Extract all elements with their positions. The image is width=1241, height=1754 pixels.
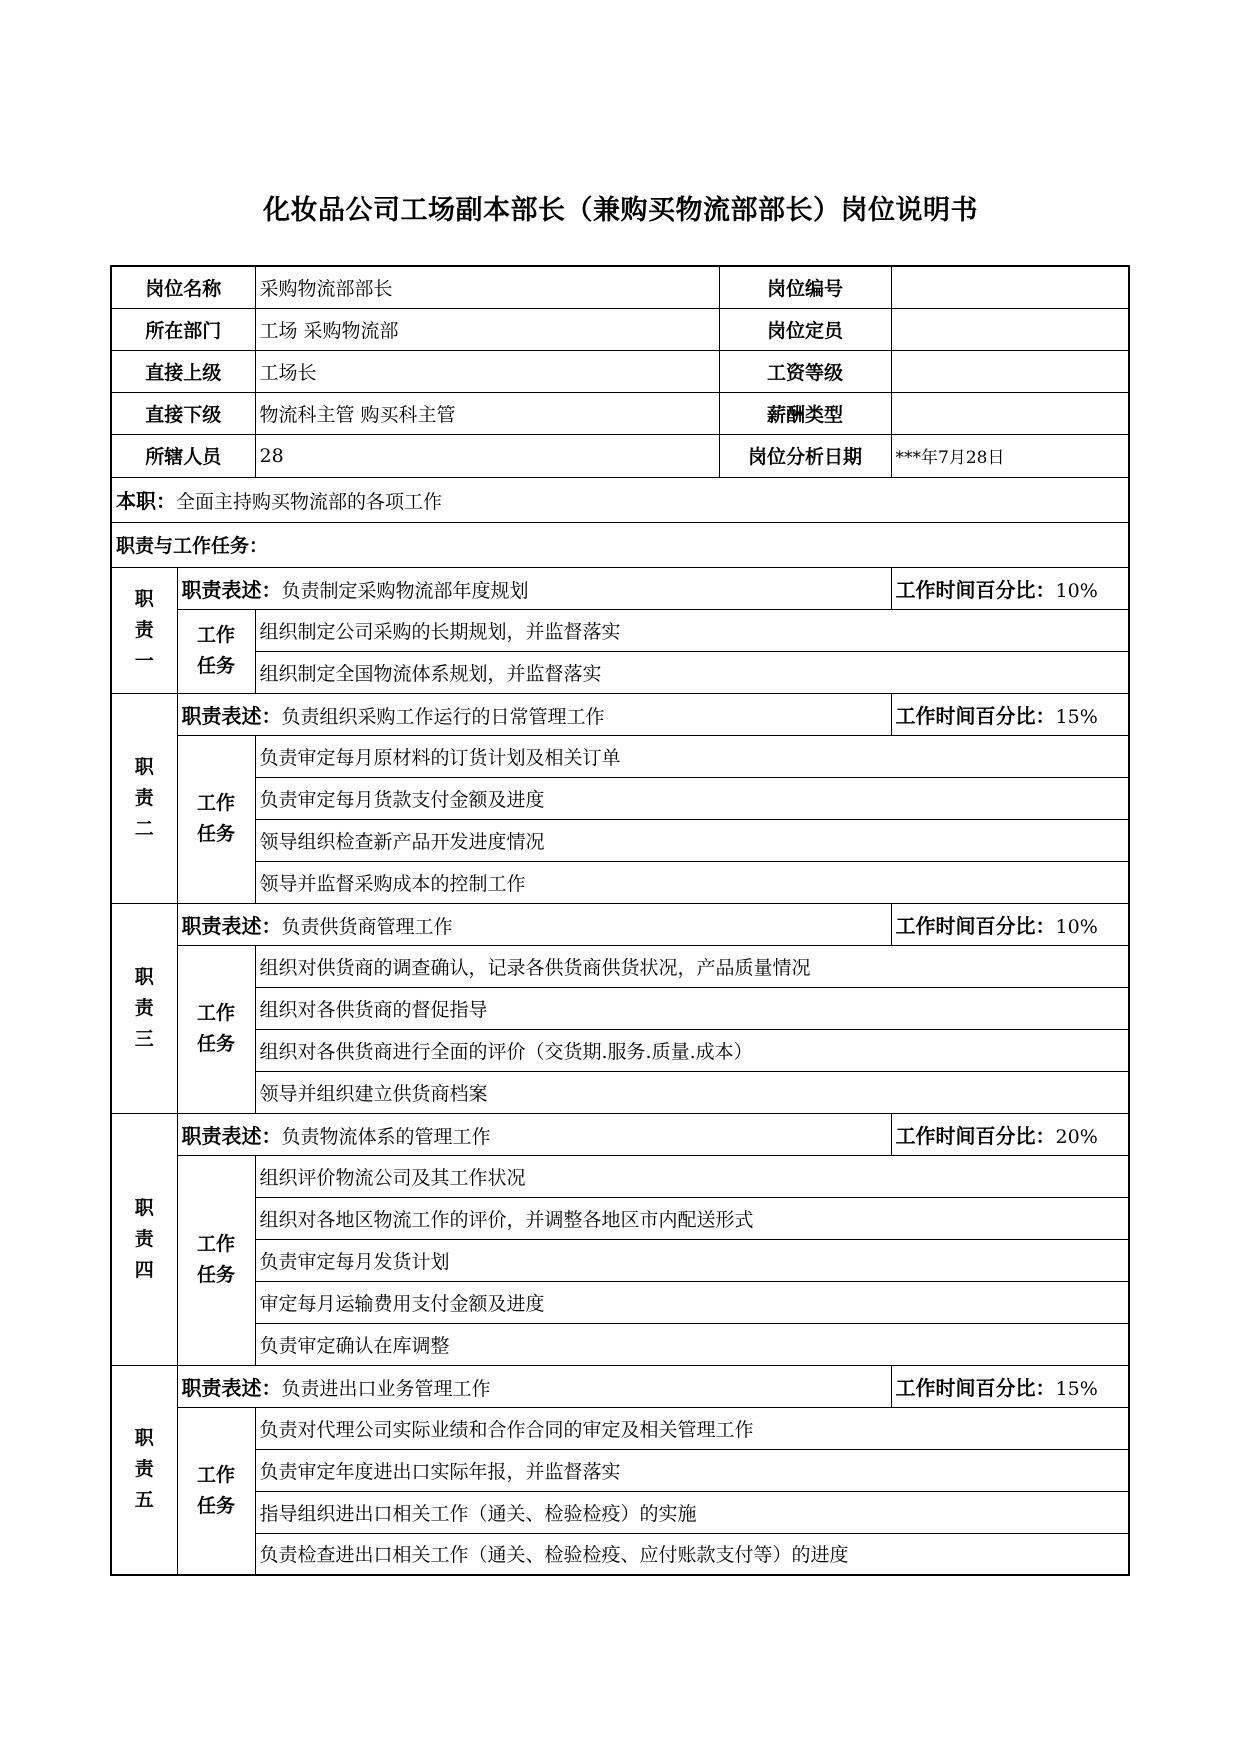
duty-name-char: 职: [134, 1196, 154, 1219]
job-name-value: 采购物流部部长: [255, 266, 719, 308]
task-item: 领导并组织建立供货商档案: [255, 1071, 1129, 1113]
task-label: [177, 945, 255, 1113]
task-label-line: 工作: [197, 792, 236, 814]
duty-1-name: [111, 567, 177, 693]
task-row: [111, 861, 1129, 903]
duty-name-char: 职: [134, 587, 154, 610]
duty-name-char: 一: [134, 649, 154, 672]
duty-name-char: 责: [134, 996, 154, 1019]
task-label: [177, 609, 255, 693]
task-label-line: 任务: [197, 655, 236, 677]
duty-5-desc-row: [111, 1365, 1129, 1407]
task-label-line: 任务: [197, 823, 236, 845]
duty-name-char: 职: [134, 965, 154, 988]
task-label: [177, 1155, 255, 1365]
duty-4-desc-cell: [177, 1113, 891, 1155]
duty-desc-label: 职责表述：: [181, 1375, 282, 1400]
staff-quota-label: 岗位定员: [719, 308, 891, 350]
pay-type-label: 薪酬类型: [719, 392, 891, 434]
task-row: [111, 1029, 1129, 1071]
duties-header: 职责与工作任务：: [111, 522, 1129, 567]
wage-level-label: 工资等级: [719, 350, 891, 392]
task-item: 组织对各供货商进行全面的评价（交货期.服务.质量.成本）: [255, 1029, 1129, 1071]
superior-value: 工场长: [255, 350, 719, 392]
time-pct-label: 工作时间百分比：: [895, 1123, 1056, 1148]
task-row: [111, 1407, 1129, 1449]
duty-name-char: 五: [134, 1489, 154, 1512]
duty-name-char: 责: [134, 618, 154, 641]
task-label-line: 任务: [197, 1494, 236, 1517]
info-row-1: [111, 266, 1129, 308]
task-item: 领导并监督采购成本的控制工作: [255, 861, 1129, 903]
time-pct-value: 20%: [1055, 1125, 1098, 1148]
task-label: [177, 735, 255, 903]
staff-quota-value: [891, 308, 1129, 350]
duty-name-char: 职: [134, 755, 154, 778]
task-item: 组织对供货商的调查确认，记录各供货商供货状况，产品质量情况: [255, 945, 1129, 987]
duty-name-char: 四: [134, 1258, 154, 1281]
time-pct-value: 15%: [1055, 1377, 1098, 1400]
dept-value: 工场 采购物流部: [255, 308, 719, 350]
task-item: 审定每月运输费用支付金额及进度: [255, 1281, 1129, 1323]
duty-2-time-pct-cell: [891, 693, 1129, 735]
duty-name-char: 二: [134, 817, 154, 840]
duties-header-row: [111, 522, 1129, 567]
time-pct-value: 10%: [1055, 915, 1098, 938]
time-pct-label: 工作时间百分比：: [895, 577, 1056, 602]
duty-4-desc-row: [111, 1113, 1129, 1155]
task-row: [111, 1533, 1129, 1575]
job-name-label: 岗位名称: [111, 266, 255, 308]
duty-desc-label: 职责表述：: [181, 1123, 282, 1148]
task-item: 负责审定每月发货计划: [255, 1239, 1129, 1281]
task-row: [111, 1449, 1129, 1491]
task-row: [111, 609, 1129, 651]
task-item: 组织制定公司采购的长期规划，并监督落实: [255, 609, 1129, 651]
duty-1-desc-cell: [177, 567, 891, 609]
duty-desc-text: 负责物流体系的管理工作: [281, 1125, 491, 1148]
duty-3-time-pct-cell: [891, 903, 1129, 945]
task-row: [111, 1197, 1129, 1239]
task-item: 负责审定年度进出口实际年报，并监督落实: [255, 1449, 1129, 1491]
task-label-line: 任务: [197, 1033, 236, 1055]
task-row: [111, 819, 1129, 861]
dept-label: 所在部门: [111, 308, 255, 350]
duty-3-name: [111, 903, 177, 1113]
duty-3-desc-row: [111, 903, 1129, 945]
duty-1-time-pct-cell: [891, 567, 1129, 609]
task-row: [111, 1491, 1129, 1533]
task-label: [177, 1407, 255, 1575]
time-pct-label: 工作时间百分比：: [895, 913, 1056, 938]
task-row: [111, 1155, 1129, 1197]
duty-desc-text: 负责制定采购物流部年度规划: [281, 579, 529, 602]
task-row: [111, 735, 1129, 777]
duty-5-time-pct-cell: [891, 1365, 1129, 1407]
pay-type-value: [891, 392, 1129, 434]
main-duty-label: 本职：: [116, 489, 176, 513]
task-item: 负责审定确认在库调整: [255, 1323, 1129, 1365]
main-duty-row: [111, 477, 1129, 522]
duty-3-desc-cell: [177, 903, 891, 945]
job-description-table: [110, 265, 1130, 1576]
analysis-date-value: ***年7月28日: [891, 434, 1129, 477]
job-code-value: [891, 266, 1129, 308]
duty-desc-label: 职责表述：: [181, 703, 282, 728]
duty-name-char: 三: [134, 1027, 154, 1050]
task-row: [111, 1281, 1129, 1323]
superior-label: 直接上级: [111, 350, 255, 392]
wage-level-value: [891, 350, 1129, 392]
task-item: 指导组织进出口相关工作（通关、检验检疫）的实施: [255, 1491, 1129, 1533]
document-title: 化妆品公司工场副本部长（兼购买物流部部长）岗位说明书: [263, 195, 978, 226]
task-row: [111, 945, 1129, 987]
staff-count-label: 所辖人员: [111, 434, 255, 477]
duty-2-desc-cell: [177, 693, 891, 735]
main-duty-text: 全面主持购买物流部的各项工作: [176, 491, 443, 513]
task-item: 组织对各供货商的督促指导: [255, 987, 1129, 1029]
duty-4-time-pct-cell: [891, 1113, 1129, 1155]
duty-desc-text: 负责进出口业务管理工作: [281, 1377, 491, 1400]
task-item: 组织评价物流公司及其工作状况: [255, 1155, 1129, 1197]
duty-desc-text: 负责供货商管理工作: [281, 915, 453, 938]
duty-5-name: [111, 1365, 177, 1575]
duty-desc-label: 职责表述：: [181, 577, 282, 602]
task-item: 负责对代理公司实际业绩和合作合同的审定及相关管理工作: [255, 1407, 1129, 1449]
main-duty-cell: [111, 477, 1129, 522]
task-label-line: 工作: [197, 1002, 236, 1024]
subordinate-value: 物流科主管 购买科主管: [255, 392, 719, 434]
info-row-3: [111, 350, 1129, 392]
task-row: [111, 777, 1129, 819]
info-row-5: [111, 434, 1129, 477]
duty-2-desc-row: [111, 693, 1129, 735]
task-row: [111, 1323, 1129, 1365]
task-row: [111, 1239, 1129, 1281]
subordinate-label: 直接下级: [111, 392, 255, 434]
time-pct-value: 10%: [1055, 579, 1098, 602]
task-item: 组织对各地区物流工作的评价，并调整各地区市内配送形式: [255, 1197, 1129, 1239]
task-item: 负责审定每月原材料的订货计划及相关订单: [255, 735, 1129, 777]
task-item: 负责审定每月货款支付金额及进度: [255, 777, 1129, 819]
duty-2-name: [111, 693, 177, 903]
task-item: 负责检查进出口相关工作（通关、检验检疫、应付账款支付等）的进度: [255, 1533, 1129, 1575]
task-row: [111, 1071, 1129, 1113]
task-item: 组织制定全国物流体系规划，并监督落实: [255, 651, 1129, 693]
task-label-line: 工作: [197, 1463, 236, 1486]
duty-desc-text: 负责组织采购工作运行的日常管理工作: [281, 705, 605, 728]
task-item: 领导组织检查新产品开发进度情况: [255, 819, 1129, 861]
info-row-2: [111, 308, 1129, 350]
task-row: [111, 651, 1129, 693]
duty-name-char: 职: [134, 1427, 154, 1450]
task-label-line: 工作: [197, 1233, 236, 1255]
time-pct-label: 工作时间百分比：: [895, 1375, 1056, 1400]
task-row: [111, 987, 1129, 1029]
info-row-4: [111, 392, 1129, 434]
analysis-date-label: 岗位分析日期: [719, 434, 891, 477]
duty-1-desc-row: [111, 567, 1129, 609]
duty-4-name: [111, 1113, 177, 1365]
job-code-label: 岗位编号: [719, 266, 891, 308]
duty-name-char: 责: [134, 1458, 154, 1481]
duty-name-char: 责: [134, 1227, 154, 1250]
time-pct-value: 15%: [1055, 705, 1098, 728]
duty-desc-label: 职责表述：: [181, 913, 282, 938]
task-label-line: 任务: [197, 1264, 236, 1286]
time-pct-label: 工作时间百分比：: [895, 703, 1056, 728]
staff-count-value: 28: [255, 434, 719, 477]
duty-name-char: 责: [134, 786, 154, 809]
task-label-line: 工作: [197, 624, 236, 646]
duty-5-desc-cell: [177, 1365, 891, 1407]
